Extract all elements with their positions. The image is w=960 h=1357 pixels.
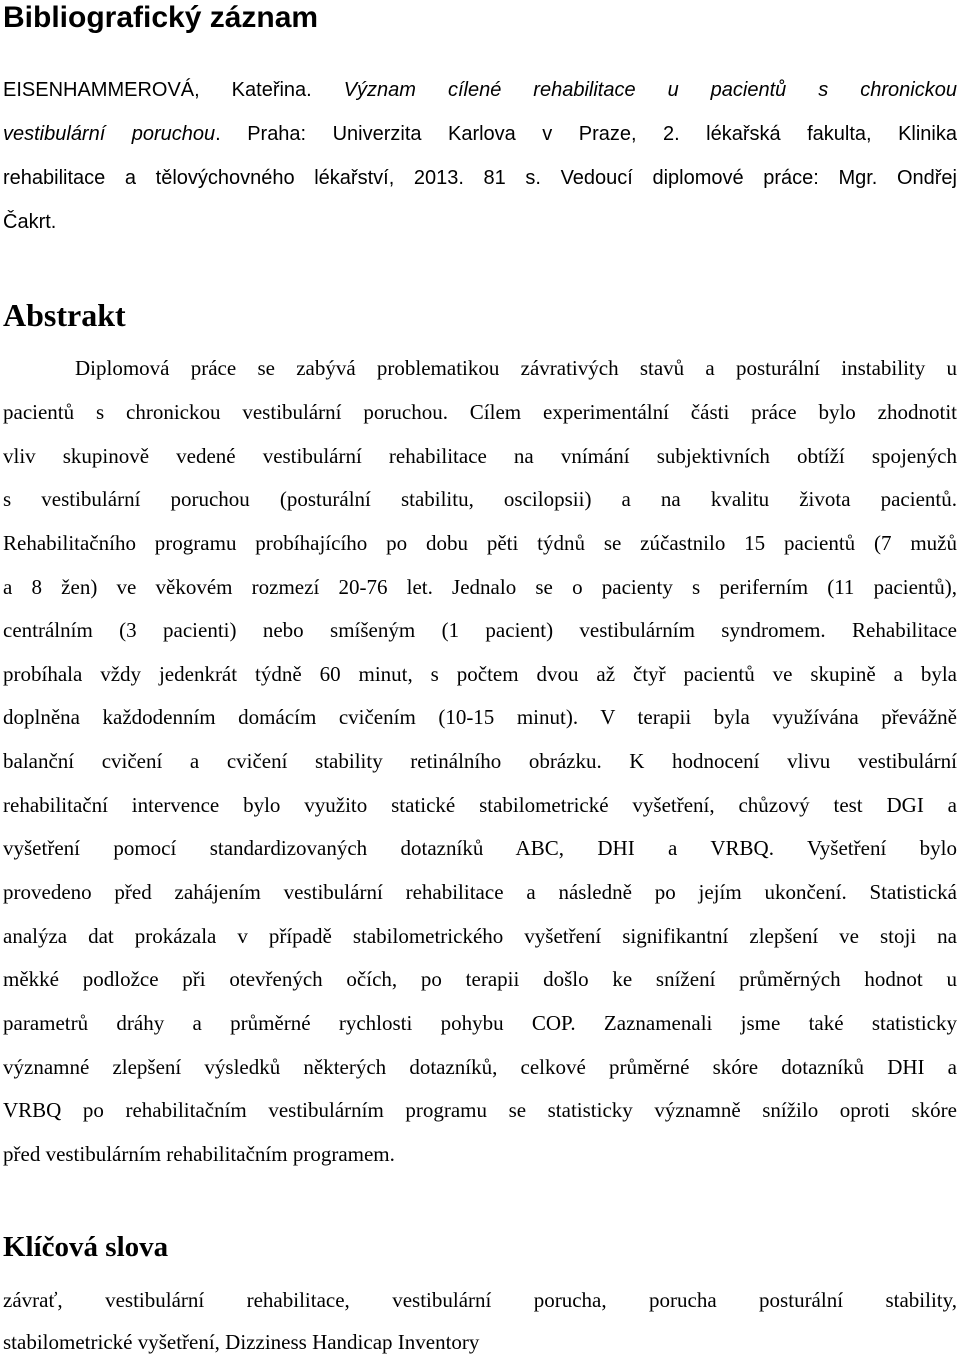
citation-line-1 xyxy=(3,75,957,105)
abstract-line: VRBQ po rehabilitačním vestibulárním programu se statisticky významně snížilo oproti skóre xyxy=(3,1098,957,1122)
keywords-line: závrať, vestibulární rehabilitace, vestibulární porucha, porucha posturální stability, xyxy=(3,1288,957,1312)
abstract-line: provedeno před zahájením vestibulární rehabilitace a následně po jejím ukončení. Statistická xyxy=(3,880,957,904)
abstract-line: centrálním (3 pacienti) nebo smíšeným (1 pacient) vestibulárním syndromem. Rehabilitace xyxy=(3,618,957,642)
abstract-line: vliv skupinově vedené vestibulární rehabilitace na vnímání subjektivních obtíží spojených xyxy=(3,444,957,468)
abstract-line: významné zlepšení výsledků některých dotazníků, celkové průměrné skóre dotazníků DHI a xyxy=(3,1055,957,1079)
bibliographic-record-heading: Bibliografický záznam xyxy=(3,1,319,34)
citation-author: EISENHAMMEROVÁ, Kateřina. xyxy=(3,79,344,101)
abstract-line: vyšetření pomocí standardizovaných dotazníků ABC, DHI a VRBQ. Vyšetření bylo xyxy=(3,836,957,860)
abstract-line: rehabilitační intervence bylo využito statické stabilometrické vyšetření, chůzový test DGI a xyxy=(3,793,957,817)
citation-line-4: Čakrt. xyxy=(3,211,57,233)
citation-line-3: rehabilitace a tělovýchovného lékařství, 2013. 81 s. Vedoucí diplomové práce: Mgr. Ondřej xyxy=(3,167,957,189)
citation-publisher: . Praha: Univerzita Karlova v Praze, 2. lékařská fakulta, Klinika xyxy=(215,123,957,145)
abstract-heading: Abstrakt xyxy=(3,297,126,333)
abstract-line: analýza dat prokázala v případě stabilometrického vyšetření signifikantní zlepšení ve stoji na xyxy=(3,924,957,948)
citation-title-part-2: vestibulární poruchou xyxy=(3,123,216,145)
abstract-line: probíhala vždy jedenkrát týdně 60 minut, s počtem dvou až čtyř pacientů ve skupině a byla xyxy=(3,662,957,686)
abstract-line: pacientů s chronickou vestibulární poruchou. Cílem experimentální části práce bylo zhodnotit xyxy=(3,400,957,424)
keywords-line: stabilometrické vyšetření, Dizziness Handicap Inventory xyxy=(3,1330,480,1354)
keywords-heading: Klíčová slova xyxy=(3,1231,169,1263)
abstract-line: před vestibulárním rehabilitačním programem. xyxy=(3,1142,395,1166)
citation-line-2 xyxy=(3,119,957,149)
abstract-line: Diplomová práce se zabývá problematikou závrativých stavů a posturální instability u xyxy=(75,356,957,380)
abstract-line: a 8 žen) ve věkovém rozmezí 20-76 let. Jednalo se o pacienty s periferním (11 pacientů), xyxy=(3,575,957,599)
abstract-line: měkké podložce při otevřených očích, po terapii došlo ke snížení průměrných hodnot u xyxy=(3,967,957,991)
abstract-line: parametrů dráhy a průměrné rychlosti pohybu COP. Zaznamenali jsme také statisticky xyxy=(3,1011,957,1035)
abstract-line: s vestibulární poruchou (posturální stabilitu, oscilopsii) a na kvalitu života pacientů. xyxy=(3,487,957,511)
citation-title-part-1: Význam cílené rehabilitace u pacientů s chronickou xyxy=(343,79,957,101)
abstract-line: Rehabilitačního programu probíhajícího po dobu pěti týdnů se zúčastnilo 15 pacientů (7 mužů xyxy=(3,531,957,555)
abstract-line: doplněna každodenním domácím cvičením (10-15 minut). V terapii byla využívána převážně xyxy=(3,705,957,729)
abstract-line: balanční cvičení a cvičení stability retinálního obrázku. K hodnocení vlivu vestibulární xyxy=(3,749,957,773)
